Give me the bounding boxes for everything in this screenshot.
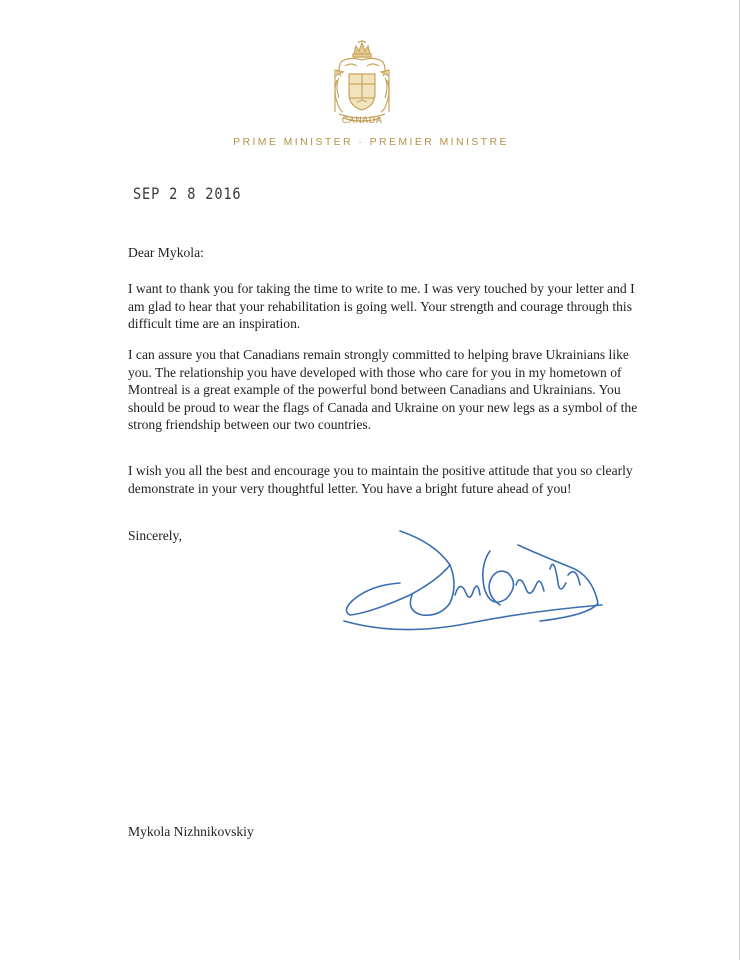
recipient-name: Mykola Nizhnikovskiy (128, 824, 254, 839)
paragraph-3: I wish you all the best and encourage you to maintain the positive attitude that you so clearly demonstrate in your very thoughtful letter. You have a bright future ahead of you! (128, 463, 633, 496)
crest-caption: CANADA (341, 115, 383, 125)
date-stamp: SEP 2 8 2016 (133, 184, 242, 203)
paragraph-1: I want to thank you for taking the time to write to me. I was very touched by your letter and I am glad to hear that your rehabilitation is going well. Your strength and courage through this difficult time are an inspiration. (128, 281, 635, 332)
closing: Sincerely, (128, 528, 182, 543)
office-title: PRIME MINISTER · PREMIER MINISTRE (233, 136, 509, 148)
coat-of-arms-icon (329, 40, 395, 124)
paragraph-2: I can assure you that Canadians remain strongly committed to helping brave Ukrainians like you. The relationship you have developed with those who care for you in my hometown of Montreal is a great example of the powerful bond between Canadians and Ukrainians. You should be proud to wear the flags of Canada and Ukraine on your new legs as a symbol of the strong friendship between our two countries. (128, 347, 638, 433)
salutation: Dear Mykola: (128, 245, 204, 260)
handwritten-signature (340, 525, 610, 645)
